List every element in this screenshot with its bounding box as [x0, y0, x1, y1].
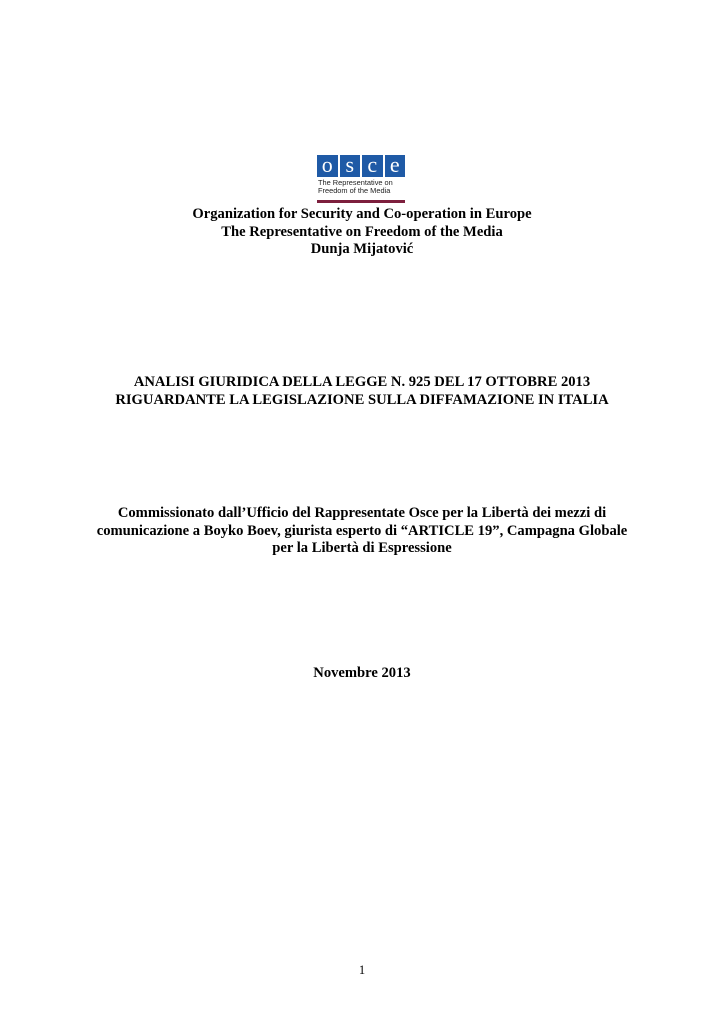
osce-logo-bar [317, 200, 405, 203]
representative-title: The Representative on Freedom of the Media [221, 223, 503, 240]
document-title [0, 374, 724, 409]
osce-logo-caption [317, 179, 405, 196]
osce-logo-letter-s: s [340, 155, 361, 177]
osce-logo-caption-line-2: Freedom of the Media [318, 186, 391, 196]
representative-name: Dunja Mijatović [310, 241, 414, 257]
organization-heading [0, 206, 724, 259]
osce-logo-caption-line-1: The Representative on [318, 178, 393, 187]
document-date-text: Novembre 2013 [313, 665, 411, 681]
osce-logo-letter-o: o [317, 155, 338, 177]
commission-statement [0, 505, 724, 558]
osce-logo-letter-c: c [362, 155, 383, 177]
page-number: 1 [358, 963, 366, 977]
document-date [0, 665, 724, 683]
osce-logo-letters [317, 155, 405, 177]
document-title-line-1: ANALISI GIURIDICA DELLA LEGGE N. 925 DEL 17 OTTOBRE 2013 [133, 374, 591, 390]
osce-logo-letter-e: e [385, 155, 406, 177]
osce-logo [317, 155, 405, 203]
document-title-line-2: RIGUARDANTE LA LEGISLAZIONE SULLA DIFFAMAZIONE IN ITALIA [115, 391, 609, 408]
commission-line-3: per la Libertà di Espressione [272, 540, 452, 556]
organization-name: Organization for Security and Co-operation in Europe [192, 206, 532, 222]
commission-line-2: comunicazione a Boyko Boev, giurista esperto di “ARTICLE 19”, Campagna Globale [96, 522, 628, 539]
commission-line-1: Commissionato dall’Ufficio del Rappresentate Osce per la Libertà dei mezzi di [117, 505, 607, 521]
